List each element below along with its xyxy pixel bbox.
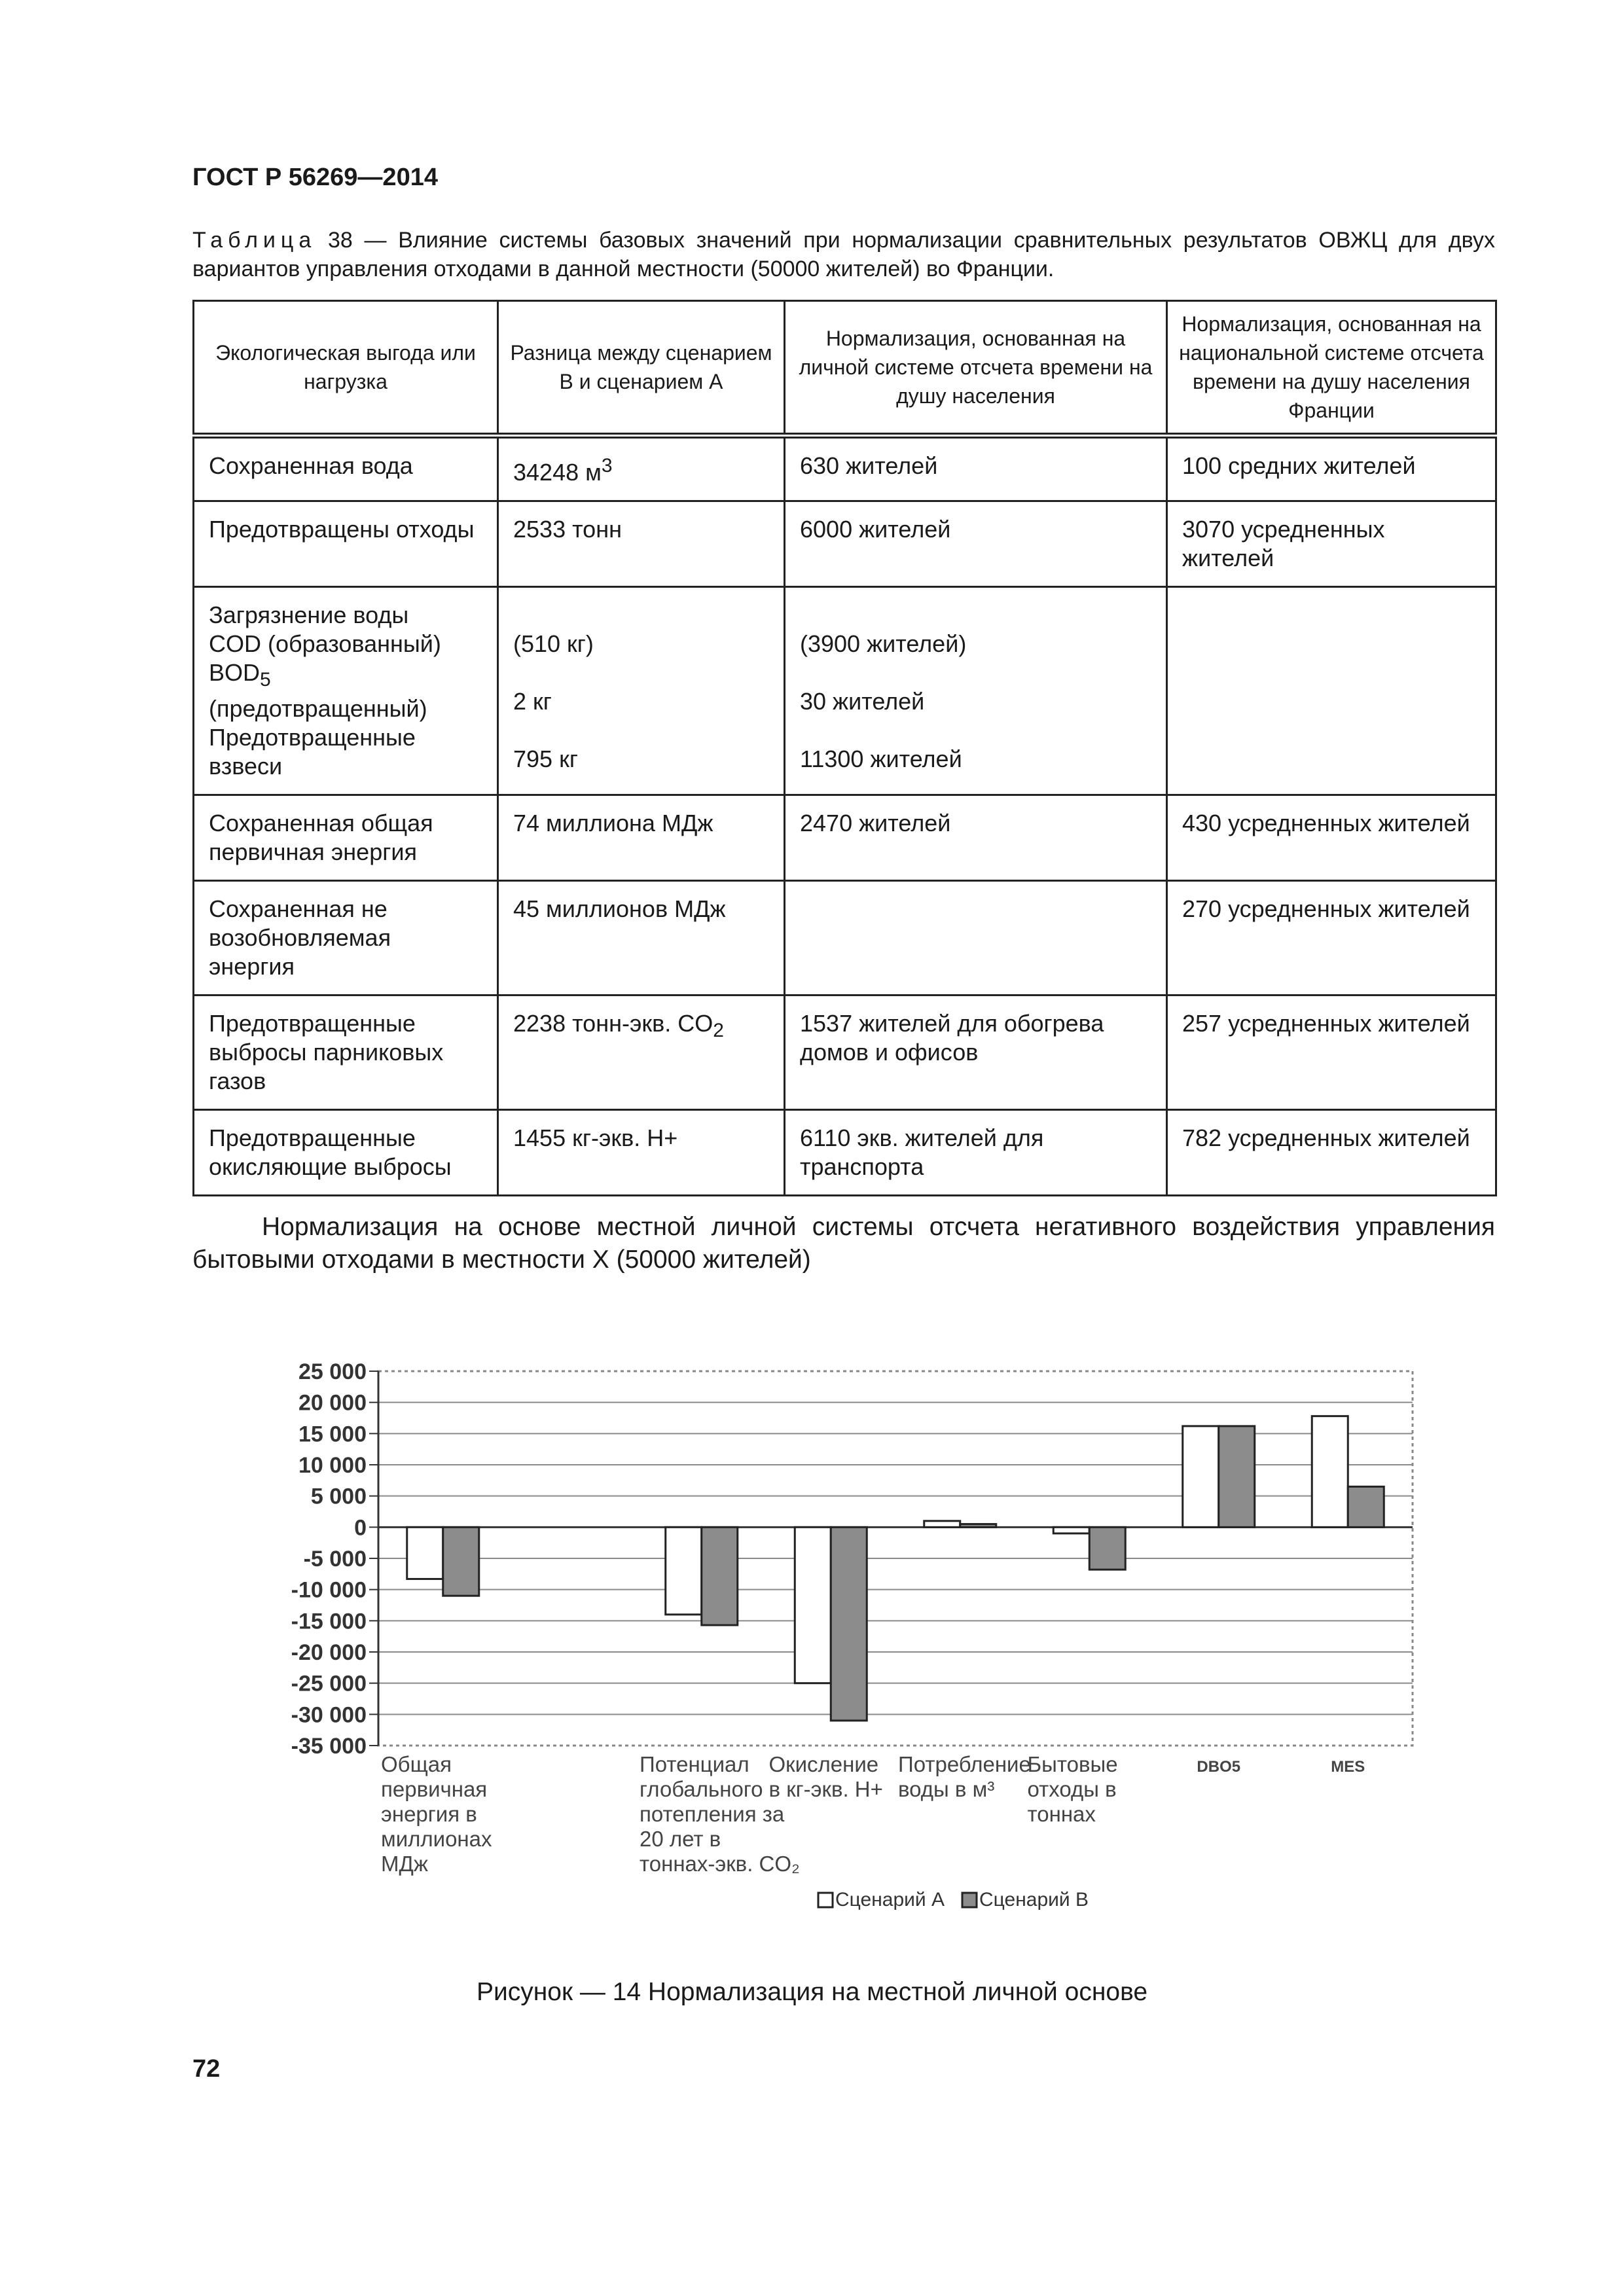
x-category-label: воды в м³ [898,1777,995,1801]
table-cell: 630 жителей [785,436,1167,501]
legend-swatch [962,1893,977,1907]
bar [1219,1426,1255,1527]
column-header: Разница между сценарием В и сценарием А [498,301,785,436]
table-cell: 2470 жителей [785,795,1167,881]
table-cell [785,881,1167,996]
table-row [194,881,1496,996]
x-category-label: Окисление [768,1752,879,1776]
table-cell [1167,587,1496,795]
table-caption [192,226,1495,283]
y-tick-label: 25 000 [298,1359,367,1384]
y-tick-label: 15 000 [298,1422,367,1447]
x-category-label: MES [1331,1758,1365,1776]
page-number: 72 [192,2055,221,2083]
spacer [513,658,769,687]
x-category-label: отходы в [1027,1777,1117,1801]
table-cell: 1455 кг-экв. H+ [498,1110,785,1196]
cell-line: 11300 жителей [800,745,962,772]
cell-line [209,658,482,723]
table-cell: Предотвращенные выбросы парниковых газов [194,996,498,1110]
subscript: 5 [260,669,271,691]
x-category-label: DBO5 [1197,1758,1241,1776]
bar [1183,1426,1219,1527]
comparison-table [192,300,1497,1196]
y-tick-label: -30 000 [291,1702,367,1728]
cell-value: 2238 тонн-экв. CO [513,1010,713,1037]
table-cell: 782 усредненных жителей [1167,1110,1496,1196]
table-cell: 3070 усредненных жителей [1167,501,1496,587]
bar [1312,1416,1348,1528]
x-category-label: потепления за [640,1802,785,1826]
bar [443,1527,479,1596]
bar [795,1527,831,1683]
table-cell: 45 миллионов МДж [498,881,785,996]
x-category-label: первичная [381,1777,488,1801]
table-row [194,436,1496,501]
x-category-label: Общая [381,1752,452,1776]
y-tick-label: 5 000 [310,1484,367,1509]
table-cell: 430 усредненных жителей [1167,795,1496,881]
spacer [513,716,769,745]
cell-line: (3900 жителей) [800,630,967,657]
y-tick-label: 10 000 [298,1453,367,1478]
table-cell: 2533 тонн [498,501,785,587]
column-header: Экологическая выгода или нагрузка [194,301,498,436]
legend-label: Сценарий А [835,1889,945,1910]
table-cell: Сохраненная общая первичная энергия [194,795,498,881]
table-cell: 270 усредненных жителей [1167,881,1496,996]
spacer [800,716,1151,745]
table-cell [498,436,785,501]
x-category-label: в кг-экв. H+ [768,1777,883,1801]
x-category-label: тоннах [1027,1802,1096,1826]
y-tick-label: -35 000 [291,1734,367,1759]
figure-caption: Рисунок — 14 Нормализация на местной личной основе [476,1978,1148,2006]
document-header: ГОСТ Р 56269—2014 [192,164,438,191]
table-caption-label: Таблица [192,228,317,253]
table-caption-text: 38 — Влияние системы базовых значений при нормализации сравнительных результатов ОВЖЦ для двух вариантов управления отходами в данной местности (50000 жителей) во Франции. [192,228,1495,281]
table-row [194,795,1496,881]
column-header: Нормализация, основанная на национальной системе отсчета времени на душу населения Франции [1167,301,1496,436]
cell-line: 2 кг [513,688,552,715]
cell-text: (предотвращенный) [209,695,427,723]
table-cell: 100 средних жителей [1167,436,1496,501]
cell-text: BOD [209,659,261,686]
bar [1089,1527,1125,1570]
bar [1348,1486,1384,1527]
y-tick-label: 0 [354,1515,367,1541]
bar [924,1521,960,1528]
y-tick-label: -15 000 [291,1609,367,1634]
body-paragraph: Нормализация на основе местной личной системы отсчета негативного воздействия управления бытовыми отходами в местности X (50000 жителей) [192,1213,1495,1274]
cell-line: COD (образованный) [209,630,441,657]
spacer [800,658,1151,687]
table-cell: 1537 жителей для обогрева домов и офисов [785,996,1167,1110]
bar-chart [0,1335,1624,1950]
table-cell [194,587,498,795]
spacer [800,601,1151,630]
y-tick-label: -10 000 [291,1577,367,1603]
cell-line: Предотвращенные взвеси [209,724,416,780]
x-category-label: тоннах-экв. CO₂ [640,1852,800,1876]
table-row [194,587,1496,795]
x-category-label: Потребление [898,1752,1031,1776]
y-tick-label: 20 000 [298,1390,367,1416]
table-cell: Сохраненная вода [194,436,498,501]
table-cell: Предотвращены отходы [194,501,498,587]
y-tick-label: -25 000 [291,1671,367,1696]
cell-line: Загрязнение воды [209,601,409,628]
x-category-label: миллионах [381,1827,492,1851]
x-category-label: энергия в [381,1802,477,1826]
bar [407,1527,443,1579]
table-cell: 6000 жителей [785,501,1167,587]
x-category-label: глобального [640,1777,763,1801]
x-category-label: Бытовые [1027,1752,1118,1776]
cell-line: (510 кг) [513,630,594,657]
bar [1053,1527,1089,1534]
x-category-label: 20 лет в [640,1827,721,1851]
bar [960,1524,996,1528]
y-tick-label: -5 000 [303,1547,367,1571]
column-header: Нормализация, основанная на личной системе отсчета времени на душу населения [785,301,1167,436]
table-cell [498,587,785,795]
bar [831,1527,867,1721]
table-cell: 74 миллиона МДж [498,795,785,881]
bar [666,1527,702,1614]
table-cell [785,587,1167,795]
table-cell: Сохраненная не возобновляемая энергия [194,881,498,996]
table-cell: 6110 экв. жителей для транспорта [785,1110,1167,1196]
cell-line: 795 кг [513,745,578,772]
x-category-label: Потенциал [640,1752,749,1776]
y-tick-label: -20 000 [291,1640,367,1665]
table-row [194,996,1496,1110]
table-cell: Предотвращенные окисляющие выбросы [194,1110,498,1196]
table-cell [498,996,785,1110]
x-category-label: МДж [381,1852,428,1876]
table-row [194,501,1496,587]
legend-label: Сценарий В [979,1889,1089,1910]
bar [702,1527,738,1625]
cell-line: 30 жителей [800,688,925,715]
subscript: 2 [713,1020,724,1042]
table-cell: 257 усредненных жителей [1167,996,1496,1110]
table-header-row [194,301,1496,436]
cell-value: 34248 м [513,459,602,486]
table-row [194,1110,1496,1196]
legend-swatch [818,1893,833,1907]
superscript: 3 [601,455,613,476]
spacer [513,601,769,630]
